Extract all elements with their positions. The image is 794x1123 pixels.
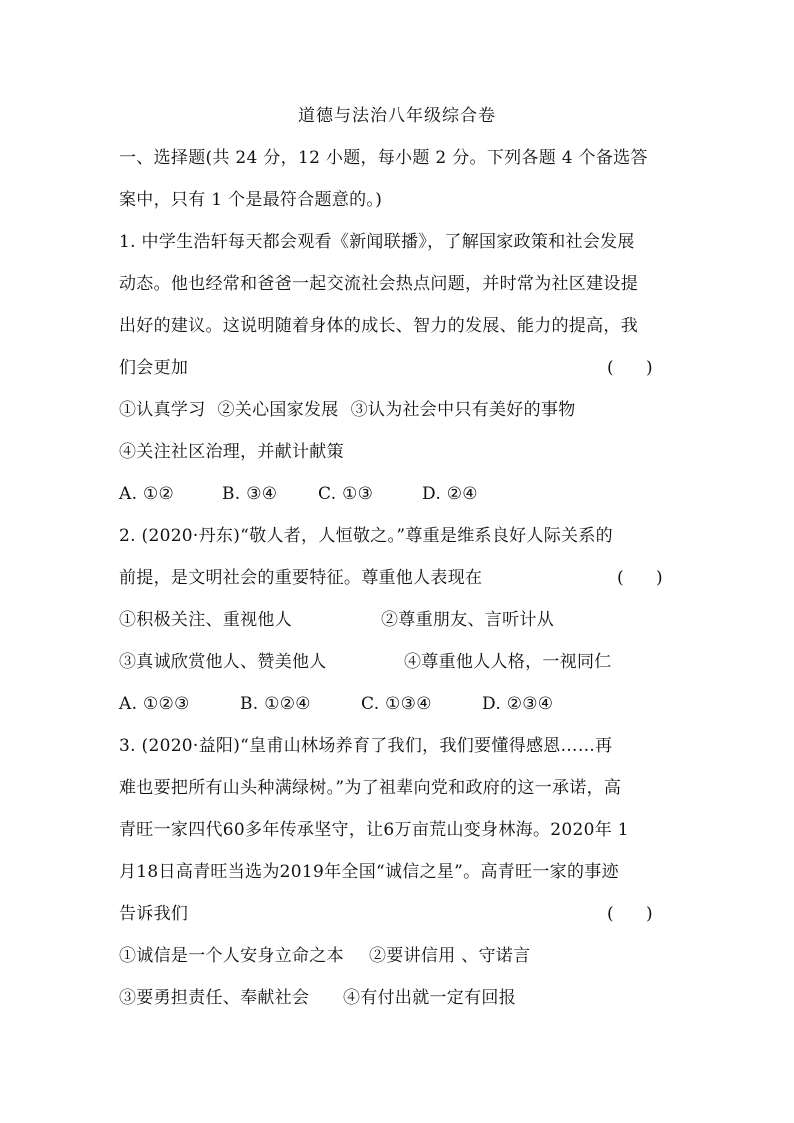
- question-stem-line: 2. (2020·丹东)“敬人者，人恒敬之。”尊重是维系良好人际关系的: [119, 526, 613, 546]
- question-stem-line: 青旺一家四代60多年传承坚守，让6万亩荒山变身林海。2020年 1: [119, 820, 629, 840]
- statement-row: [119, 440, 679, 464]
- option-b: B. ③④: [222, 484, 278, 504]
- question-stem-line: 难也要把所有山头种满绿树。”为了祖辈向党和政府的这一承诺，高: [119, 778, 622, 798]
- answer-blank: ( ): [607, 904, 653, 924]
- statement-item: ①认真学习: [119, 400, 206, 420]
- section-heading-line-1: 一、选择题(共 24 分，12 小题，每小题 2 分。下列各题 4 个备选答: [119, 148, 648, 168]
- statement-item: ①诚信是一个人安身立命之本: [119, 946, 344, 966]
- option-a: A. ①②③: [119, 694, 190, 714]
- statement-item: ④尊重他人人格，一视同仁: [404, 652, 612, 672]
- statement-row: [119, 986, 679, 1010]
- option-b: B. ①②④: [240, 694, 311, 714]
- option-a: A. ①②: [119, 484, 175, 504]
- statement-item: ③要勇担责任、奉献社会: [119, 988, 310, 1008]
- question-stem-line: 出好的建议。这说明随着身体的成长、智力的发展、能力的提高，我: [119, 316, 638, 336]
- statement-item: ②尊重朋友、言听计从: [381, 610, 554, 630]
- statement-item: ④有付出就一定有回报: [343, 988, 516, 1008]
- question-stem-line: 们会更加: [119, 358, 189, 378]
- page-title: 道德与法治八年级综合卷: [298, 106, 496, 126]
- statement-item: ③真诚欣赏他人、赞美他人: [119, 652, 327, 672]
- option-d: D. ②③④: [482, 694, 554, 714]
- statement-row: [119, 650, 679, 674]
- options-row: [119, 692, 679, 716]
- statement-item: ②关心国家发展: [217, 400, 339, 420]
- statement-row: [119, 944, 679, 968]
- option-c: C. ①③④: [361, 694, 432, 714]
- question-stem-line: 1. 中学生浩轩每天都会观看《新闻联播》，了解国家政策和社会发展: [119, 232, 635, 252]
- question-stem-line: 前提，是文明社会的重要特征。尊重他人表现在: [119, 568, 483, 588]
- answer-blank: ( ): [617, 568, 663, 588]
- statement-row: [119, 398, 679, 422]
- question-stem-line: 3. (2020·益阳)“皇甫山林场养育了我们，我们要懂得感恩……再: [119, 736, 613, 756]
- question-stem-line: 动态。他也经常和爸爸一起交流社会热点问题，并时常为社区建设提: [119, 274, 638, 294]
- statement-item: ②要讲信用 、守诺言: [369, 946, 531, 966]
- question-stem-line: 月18日高青旺当选为2019年全国“诚信之星”。高青旺一家的事迹: [119, 862, 619, 882]
- statement-item: ①积极关注、重视他人: [119, 610, 292, 630]
- question-stem-line: 告诉我们: [119, 904, 189, 924]
- statement-item: ④关注社区治理，并献计献策: [119, 442, 344, 462]
- section-heading-line-2: 案中，只有 1 个是最符合题意的。): [119, 190, 383, 210]
- statement-row: [119, 608, 679, 632]
- answer-blank: ( ): [607, 358, 653, 378]
- option-d: D. ②④: [422, 484, 478, 504]
- statement-item: ③认为社会中只有美好的事物: [350, 400, 576, 420]
- options-row: [119, 482, 679, 506]
- option-c: C. ①③: [318, 484, 374, 504]
